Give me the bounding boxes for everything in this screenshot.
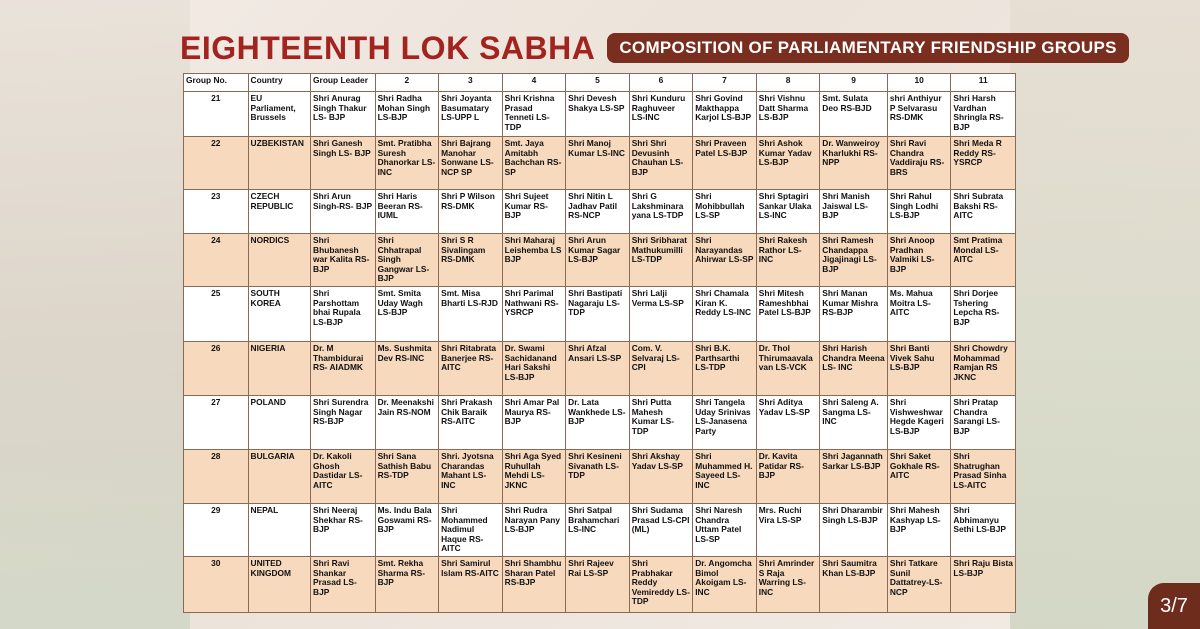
member-cell: Shri Rakesh Rathor LS- INC: [756, 234, 820, 287]
member-cell: Ms. Mahua Moitra LS-AITC: [887, 287, 951, 342]
member-cell: Dr. Lata Wankhede LS-BJP: [566, 396, 630, 450]
member-cell: Shri Anoop Pradhan Valmiki LS-BJP: [887, 234, 951, 287]
member-cell: Shri Sujeet Kumar RS-BJP: [502, 190, 566, 234]
page-title: EIGHTEENTH LOK SABHA: [180, 29, 596, 66]
background-right: [1010, 0, 1200, 629]
member-cell: Shri Aditya Yadav LS-SP: [756, 396, 820, 450]
member-cell: Shri Subrata Bakshi RS-AITC: [951, 190, 1016, 234]
member-cell: Smt. Pratibha Suresh Dhanorkar LS-INC: [375, 137, 439, 190]
column-header: 2: [375, 74, 439, 92]
member-cell: Mrs. Ruchi Vira LS-SP: [756, 504, 820, 557]
member-cell: Shri Satpal Brahamchari LS-INC: [566, 504, 630, 557]
table-row: [184, 190, 1016, 234]
member-cell: Shri Parshottam bhai Rupala LS-BJP: [311, 287, 376, 342]
member-cell: Dr. Angomcha Bimol Akoigam LS-INC: [693, 557, 757, 613]
country-cell: POLAND: [248, 396, 311, 450]
member-cell: Shri Saket Gokhale RS-AITC: [887, 450, 951, 504]
member-cell: Shri Manish Jaiswal LS- BJP: [820, 190, 888, 234]
member-cell: Shri Lalji Verma LS-SP: [629, 287, 693, 342]
friendship-groups-table-wrap: [183, 73, 1016, 613]
member-cell: Shri Sana Sathish Babu RS-TDP: [375, 450, 439, 504]
member-cell: Smt. Misa Bharti LS-RJD: [439, 287, 503, 342]
member-cell: Shri Ashok Kumar Yadav LS-BJP: [756, 137, 820, 190]
member-cell: Shri Arun Singh-RS- BJP: [311, 190, 376, 234]
column-header: 4: [502, 74, 566, 92]
member-cell: Com. V. Selvaraj LS-CPI: [629, 342, 693, 396]
column-header: 5: [566, 74, 630, 92]
member-cell: Shri Govind Makthappa Karjol LS-BJP: [693, 92, 757, 137]
member-cell: Shri Chamala Kiran K. Reddy LS-INC: [693, 287, 757, 342]
member-cell: Shri Meda R Reddy RS-YSRCP: [951, 137, 1016, 190]
member-cell: Shri Praveen Patel LS-BJP: [693, 137, 757, 190]
group-number-cell: 28: [184, 450, 249, 504]
member-cell: Shri Ravi Chandra Vaddiraju RS-BRS: [887, 137, 951, 190]
table-row: [184, 450, 1016, 504]
member-cell: Shri Maharaj Leishemba LS BJP: [502, 234, 566, 287]
member-cell: Shri Akshay Yadav LS-SP: [629, 450, 693, 504]
member-cell: Shri Aga Syed Ruhullah Mehdi LS-JKNC: [502, 450, 566, 504]
group-number-cell: 27: [184, 396, 249, 450]
member-cell: Shri Ravi Shankar Prasad LS-BJP: [311, 557, 376, 613]
group-number-cell: 24: [184, 234, 249, 287]
group-number-cell: 25: [184, 287, 249, 342]
member-cell: Dr. Meenakshi Jain RS-NOM: [375, 396, 439, 450]
column-header: 10: [887, 74, 951, 92]
member-cell: Shri Sudama Prasad LS-CPI (ML): [629, 504, 693, 557]
country-cell: NORDICS: [248, 234, 311, 287]
member-cell: Shri. Jyotsna Charandas Mahant LS-INC: [439, 450, 503, 504]
member-cell: Shri Dharambir Singh LS-BJP: [820, 504, 888, 557]
member-cell: Shri Shatrughan Prasad Sinha LS-AITC: [951, 450, 1016, 504]
member-cell: Smt. Smita Uday Wagh LS-BJP: [375, 287, 439, 342]
member-cell: Shri Rajeev Rai LS-SP: [566, 557, 630, 613]
member-cell: Shri Dorjee Tshering Lepcha RS-BJP: [951, 287, 1016, 342]
member-cell: Shri Ramesh Chandappa Jigajinagi LS-BJP: [820, 234, 888, 287]
member-cell: Shri Shambhu Sharan Patel RS-BJP: [502, 557, 566, 613]
member-cell: Shri Prakash Chik Baraik RS-AITC: [439, 396, 503, 450]
member-cell: Dr. Wanweiroy Kharlukhi RS-NPP: [820, 137, 888, 190]
member-cell: Shri Prabhakar Reddy Vemireddy LS-TDP: [629, 557, 693, 613]
table-row: [184, 92, 1016, 137]
table-row: [184, 137, 1016, 190]
column-header: 11: [951, 74, 1016, 92]
group-number-cell: 23: [184, 190, 249, 234]
member-cell: Shri Chhatrapal Singh Gangwar LS-BJP: [375, 234, 439, 287]
member-cell: Shri Tatkare Sunil Dattatrey-LS- NCP: [887, 557, 951, 613]
member-cell: Dr. Kakoli Ghosh Dastidar LS-AITC: [311, 450, 376, 504]
member-cell: Shri Chowdry Mohammad Ramjan RS JKNC: [951, 342, 1016, 396]
column-header: 8: [756, 74, 820, 92]
member-cell: Shri Narayandas Ahirwar LS-SP: [693, 234, 757, 287]
member-cell: Shri Haris Beeran RS-IUML: [375, 190, 439, 234]
member-cell: Shri Kunduru Raghuveer LS-INC: [629, 92, 693, 137]
table-header-row: [184, 74, 1016, 92]
member-cell: Shri Sribharat Mathukumilli LS-TDP: [629, 234, 693, 287]
member-cell: Shri Shri Devusinh Chauhan LS-BJP: [629, 137, 693, 190]
member-cell: Shri Vishnu Datt Sharma LS-BJP: [756, 92, 820, 137]
member-cell: Shri Mitesh Rameshbhai Patel LS-BJP: [756, 287, 820, 342]
member-cell: Shri Manoj Kumar LS-INC: [566, 137, 630, 190]
column-header: 6: [629, 74, 693, 92]
country-cell: UZBEKISTAN: [248, 137, 311, 190]
member-cell: shri Anthiyur P Selvarasu RS-DMK: [887, 92, 951, 137]
country-cell: CZECH REPUBLIC: [248, 190, 311, 234]
country-cell: SOUTH KOREA: [248, 287, 311, 342]
member-cell: Shri Mohammed Nadimul Haque RS-AITC: [439, 504, 503, 557]
member-cell: Smt. Jaya Amitabh Bachchan RS-SP: [502, 137, 566, 190]
member-cell: Shri Harish Chandra Meena LS- INC: [820, 342, 888, 396]
member-cell: Ms. Indu Bala Goswami RS-BJP: [375, 504, 439, 557]
member-cell: Shri Parimal Nathwani RS-YSRCP: [502, 287, 566, 342]
member-cell: Shri Kesineni Sivanath LS-TDP: [566, 450, 630, 504]
member-cell: Shri Manan Kumar Mishra RS-BJP: [820, 287, 888, 342]
header: [180, 28, 1129, 68]
member-cell: Shri Naresh Chandra Uttam Patel LS-SP: [693, 504, 757, 557]
member-cell: Shri B.K. Parthsarthi LS-TDP: [693, 342, 757, 396]
member-cell: Shri Saumitra Khan LS-BJP: [820, 557, 888, 613]
member-cell: Smt Pratima Mondal LS-AITC: [951, 234, 1016, 287]
member-cell: Shri P Wilson RS-DMK: [439, 190, 503, 234]
member-cell: Smt. Sulata Deo RS-BJD: [820, 92, 888, 137]
column-header: 9: [820, 74, 888, 92]
member-cell: Shri Amar Pal Maurya RS-BJP: [502, 396, 566, 450]
friendship-groups-table: [183, 73, 1016, 613]
country-cell: NIGERIA: [248, 342, 311, 396]
member-cell: Shri Putta Mahesh Kumar LS- TDP: [629, 396, 693, 450]
member-cell: Shri Afzal Ansari LS-SP: [566, 342, 630, 396]
country-cell: UNITED KINGDOM: [248, 557, 311, 613]
member-cell: Shri Sptagiri Sankar Ulaka LS-INC: [756, 190, 820, 234]
member-cell: Shri Devesh Shakya LS-SP: [566, 92, 630, 137]
member-cell: Shri Abhimanyu Sethi LS-BJP: [951, 504, 1016, 557]
table-row: [184, 342, 1016, 396]
member-cell: Shri Arun Kumar Sagar LS-BJP: [566, 234, 630, 287]
member-cell: Dr. Kavita Patidar RS-BJP: [756, 450, 820, 504]
group-number-cell: 22: [184, 137, 249, 190]
member-cell: Dr. M Thambidurai RS- AIADMK: [311, 342, 376, 396]
group-number-cell: 21: [184, 92, 249, 137]
member-cell: Shri Mohibbullah LS-SP: [693, 190, 757, 234]
member-cell: Shri Vishweshwar Hegde Kageri LS-BJP: [887, 396, 951, 450]
member-cell: Shri Nitin L Jadhav Patil RS-NCP: [566, 190, 630, 234]
member-cell: Shri Muhammed H. Sayeed LS-INC: [693, 450, 757, 504]
member-cell: Shri Rahul Singh Lodhi LS-BJP: [887, 190, 951, 234]
group-number-cell: 29: [184, 504, 249, 557]
column-header: 7: [693, 74, 757, 92]
table-row: [184, 504, 1016, 557]
table-body: [184, 92, 1016, 613]
table-row: [184, 396, 1016, 450]
column-header: Country: [248, 74, 311, 92]
country-cell: BULGARIA: [248, 450, 311, 504]
column-header: 3: [439, 74, 503, 92]
member-cell: Shri Pratap Chandra Sarangi LS-BJP: [951, 396, 1016, 450]
member-cell: Shri Tangela Uday Srinivas LS-Janasena Party: [693, 396, 757, 450]
member-cell: Shri Banti Vivek Sahu LS-BJP: [887, 342, 951, 396]
member-cell: Shri Raju Bista LS-BJP: [951, 557, 1016, 613]
member-cell: Shri Harsh Vardhan Shringla RS-BJP: [951, 92, 1016, 137]
background-left: [0, 0, 190, 629]
member-cell: Shri Amrinder S Raja Warring LS-INC: [756, 557, 820, 613]
member-cell: Shri Ganesh Singh LS- BJP: [311, 137, 376, 190]
page-indicator: 3/7: [1148, 583, 1200, 629]
member-cell: Shri Saleng A. Sangma LS-INC: [820, 396, 888, 450]
column-header: Group Leader: [311, 74, 376, 92]
subtitle-badge: COMPOSITION OF PARLIAMENTARY FRIENDSHIP GROUPS: [607, 33, 1128, 63]
country-cell: EU Parliament, Brussels: [248, 92, 311, 137]
member-cell: Shri Bhubanesh war Kalita RS-BJP: [311, 234, 376, 287]
group-number-cell: 30: [184, 557, 249, 613]
member-cell: Shri Surendra Singh Nagar RS-BJP: [311, 396, 376, 450]
member-cell: Shri Neeraj Shekhar RS-BJP: [311, 504, 376, 557]
member-cell: Dr. Thol Thirumaavala van LS-VCK: [756, 342, 820, 396]
member-cell: Ms. Sushmita Dev RS-INC: [375, 342, 439, 396]
member-cell: Shri G Lakshminara yana LS-TDP: [629, 190, 693, 234]
table-row: [184, 557, 1016, 613]
table-row: [184, 234, 1016, 287]
member-cell: Shri Bajrang Manohar Sonwane LS-NCP SP: [439, 137, 503, 190]
member-cell: Shri Jagannath Sarkar LS-BJP: [820, 450, 888, 504]
member-cell: Shri Anurag Singh Thakur LS- BJP: [311, 92, 376, 137]
member-cell: Shri Radha Mohan Singh LS-BJP: [375, 92, 439, 137]
member-cell: Shri Samirul Islam RS-AITC: [439, 557, 503, 613]
table-row: [184, 287, 1016, 342]
group-number-cell: 26: [184, 342, 249, 396]
member-cell: Shri Ritabrata Banerjee RS-AITC: [439, 342, 503, 396]
member-cell: Shri S R Sivalingam RS-DMK: [439, 234, 503, 287]
member-cell: Shri Krishna Prasad Tenneti LS-TDP: [502, 92, 566, 137]
member-cell: Shri Rudra Narayan Pany LS-BJP: [502, 504, 566, 557]
member-cell: Shri Bastipati Nagaraju LS-TDP: [566, 287, 630, 342]
column-header: Group No.: [184, 74, 249, 92]
country-cell: NEPAL: [248, 504, 311, 557]
member-cell: Shri Mahesh Kashyap LS-BJP: [887, 504, 951, 557]
member-cell: Dr. Swami Sachidanand Hari Sakshi LS-BJP: [502, 342, 566, 396]
member-cell: Shri Joyanta Basumatary LS-UPP L: [439, 92, 503, 137]
member-cell: Smt. Rekha Sharma RS-BJP: [375, 557, 439, 613]
